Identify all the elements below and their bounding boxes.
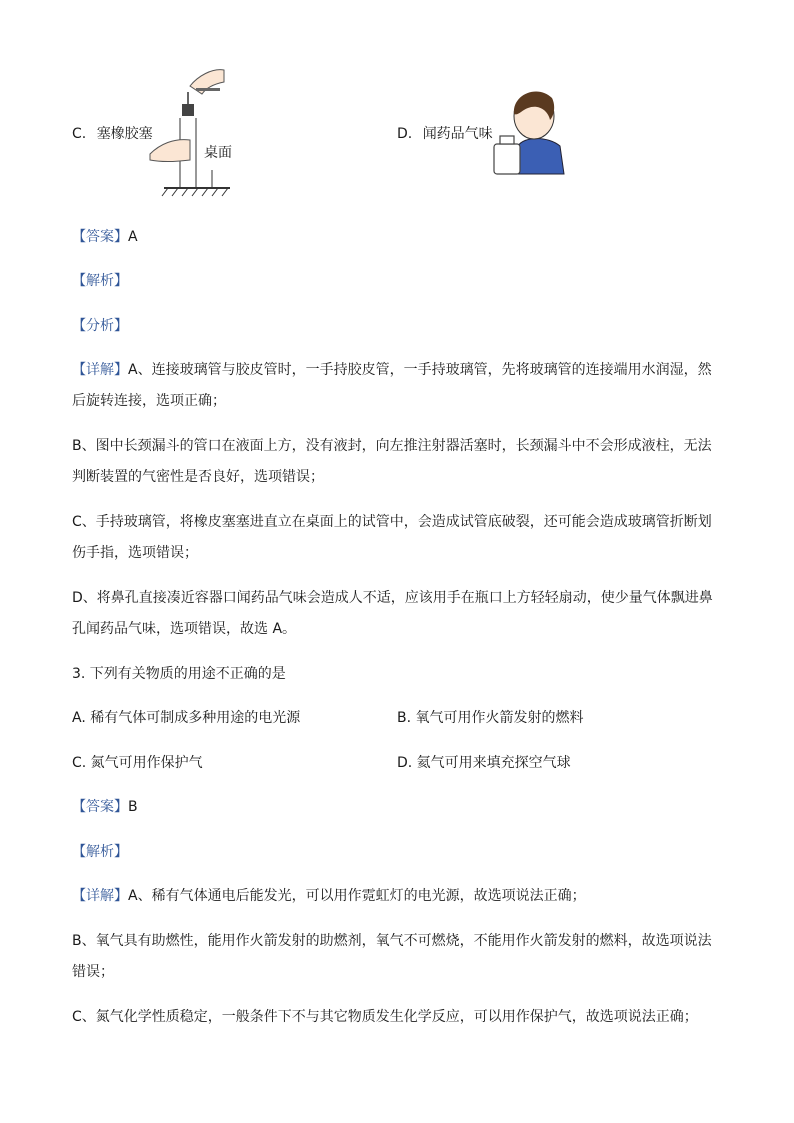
option-letter: C.	[72, 126, 87, 142]
q2-detail-line	[72, 360, 712, 380]
q3-option-c: C. 氮气可用作保护气	[72, 755, 203, 771]
option-c-figure-caption	[72, 124, 153, 144]
answer-value: A	[128, 229, 138, 245]
answer-value: B	[128, 799, 138, 815]
answer-tag: 【答案】	[72, 799, 128, 815]
q2-analysis-tag: 【解析】	[72, 273, 128, 289]
detail-tag: 【详解】	[72, 888, 128, 904]
q2-detail-line: B、图中长颈漏斗的管口在液面上方，没有液封，向左推注射器活塞时，长颈漏斗中不会形成液柱，无法	[72, 438, 712, 454]
q2-detail-line: 判断装置的气密性是否良好，选项错误；	[72, 469, 324, 485]
q2-detail-line: D、将鼻孔直接凑近容器口闻药品气味会造成人不适，应该用手在瓶口上方轻轻扇动，使少量气体飘进鼻	[72, 590, 713, 606]
option-text: 闻药品气味	[422, 126, 493, 142]
q3-detail-line	[72, 886, 586, 906]
q3-stem: 3. 下列有关物质的用途不正确的是	[72, 666, 286, 682]
q3-analysis-tag: 【解析】	[72, 844, 128, 860]
q2-answer	[72, 227, 138, 247]
detail-text: A、稀有气体通电后能发光，可以用作霓虹灯的电光源，故选项说法正确；	[128, 888, 586, 904]
q3-option-d: D. 氦气可用来填充探空气球	[397, 755, 571, 771]
q2-detail-line: 孔闻药品气味，选项错误，故选 A。	[72, 621, 297, 637]
q3-option-a: A. 稀有气体可制成多种用途的电光源	[72, 710, 301, 726]
smelling-illustration	[490, 86, 570, 180]
q2-detail-line: C、手持玻璃管，将橡皮塞塞进直立在桌面上的试管中，会造成试管底破裂，还可能会造成玻璃管折断划	[72, 514, 712, 530]
option-letter: D.	[397, 126, 413, 142]
answer-tag: 【答案】	[72, 229, 128, 245]
detail-text: A、连接玻璃管与胶皮管时，一手持胶皮管，一手持玻璃管，先将玻璃管的连接端用水润湿，然	[128, 362, 712, 378]
q2-detail-line: 伤手指，选项错误；	[72, 545, 198, 561]
q3-answer	[72, 797, 138, 817]
q3-detail-line: C、氮气化学性质稳定，一般条件下不与其它物质发生化学反应，可以用作保护气，故选项说法正确；	[72, 1009, 698, 1025]
q3-detail-line: 错误；	[72, 964, 114, 980]
q2-fenxi-tag: 【分析】	[72, 318, 128, 334]
desk-label: 桌面	[204, 145, 232, 161]
q3-detail-line: B、氧气具有助燃性，能用作火箭发射的助燃剂，氧气不可燃烧，不能用作火箭发射的燃料，故选项说法	[72, 933, 712, 949]
option-d-figure-caption	[397, 124, 493, 144]
option-text: 塞橡胶塞	[96, 126, 153, 142]
detail-tag: 【详解】	[72, 362, 128, 378]
q2-detail-line: 后旋转连接，选项正确；	[72, 393, 226, 409]
q3-option-b: B. 氧气可用作火箭发射的燃料	[397, 710, 584, 726]
stopper-test-tube-illustration	[150, 66, 240, 198]
